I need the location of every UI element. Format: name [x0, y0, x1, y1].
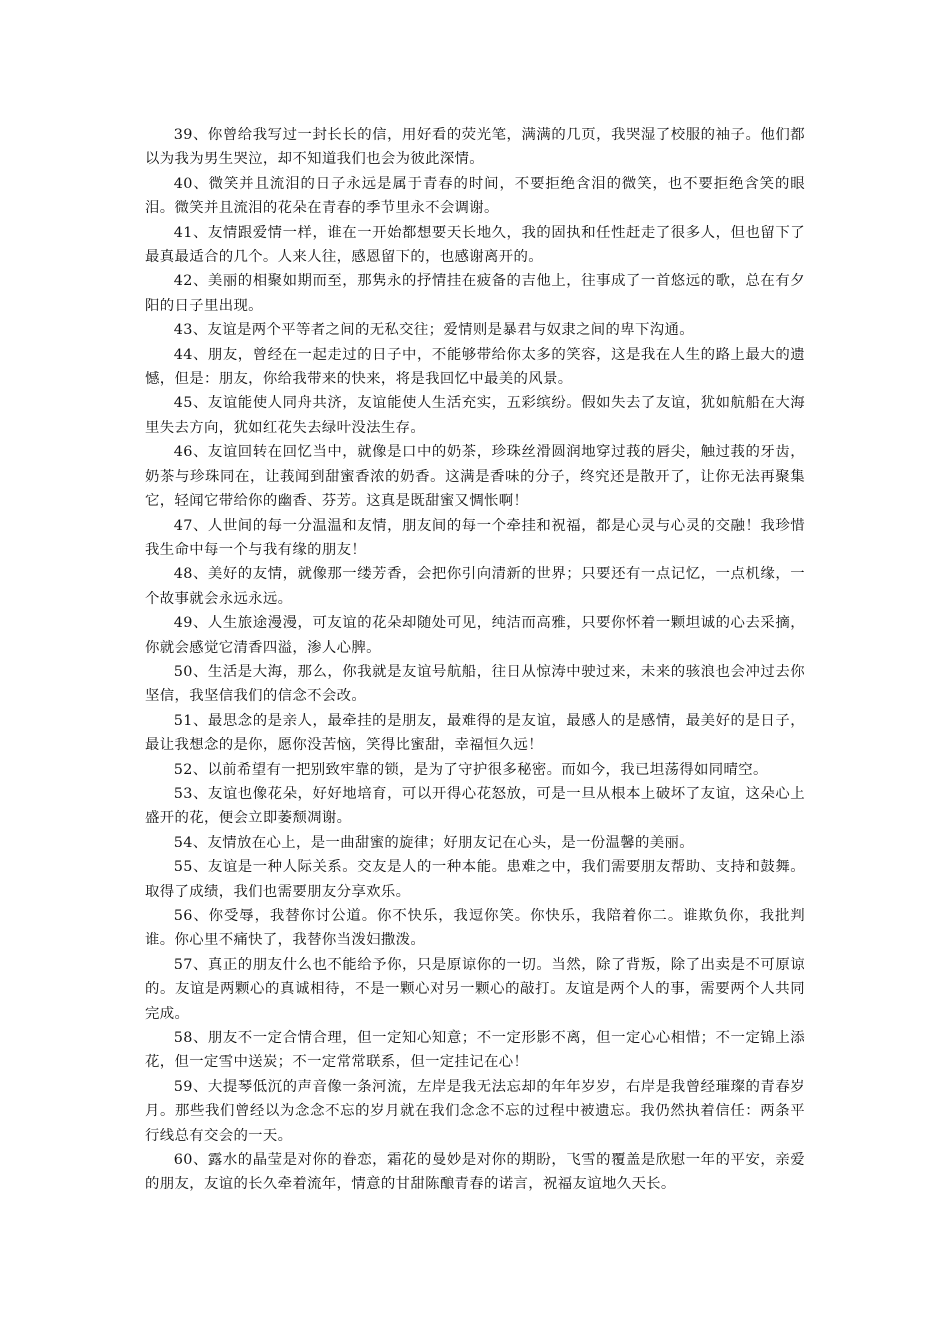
paragraph-43: 43、友谊是两个平等者之间的无私交往；爱情则是暴君与奴隶之间的卑下沟通。: [173, 322, 694, 339]
paragraph-42: 42、美丽的相聚如期而至，那隽永的抒情挂在疲备的吉他上，往事成了一首悠远的歌，总在有夕阳的日子里出现。: [145, 273, 805, 314]
paragraph-59: 59、大提琴低沉的声音像一条河流，左岸是我无法忘却的年年岁岁，右岸是我曾经璀璨的青春岁月。那些我们曾经以为念念不忘的岁月就在我们念念不忘的过程中被遗忘。我仍然执着信任：两条平行线总有交会的一天。: [145, 1078, 805, 1144]
paragraph-39: 39、你曾给我写过一封长长的信，用好看的荧光笔，满满的几页，我哭湿了校服的袖子。他们都以为我为男生哭泣，却不知道我们也会为彼此深情。: [145, 127, 805, 168]
document-body: [145, 123, 805, 1197]
paragraph-50: 50、生活是大海，那么，你我就是友谊号航船，往日从惊涛中驶过来，未来的骇浪也会冲过去你坚信，我坚信我们的信念不会改。: [145, 663, 805, 705]
paragraph-52: 52、以前希望有一把别致牢靠的锁，是为了守护很多秘密。而如今，我已坦荡得如同晴空。: [173, 761, 768, 778]
paragraph-57: 57、真正的朋友什么也不能给予你，只是原谅你的一切。当然，除了背叛，除了出卖是不可原谅的。友谊是两颗心的真诚相待，不是一颗心对另一颗心的敲打。友谊是两个人的事，需要两个人共同完成。: [145, 956, 805, 1022]
paragraph-54: 54、友情放在心上，是一曲甜蜜的旋律；好朋友记在心头，是一份温馨的美丽。: [173, 834, 694, 851]
paragraph-58: 58、朋友不一定合情合理，但一定知心知意；不一定形影不离，但一定心心相惜；不一定锦上添花，但一定雪中送炭；不一定常常联系，但一定挂记在心！: [145, 1030, 805, 1071]
paragraph-44: 44、朋友，曾经在一起走过的日子中，不能够带给你太多的笑容，这是我在人生的路上最大的遗憾，但是：朋友，你给我带来的快来，将是我回忆中最美的风景。: [145, 346, 805, 388]
paragraph-51: 51、最思念的是亲人，最牵挂的是朋友，最难得的是友谊，最感人的是感情，最美好的是日子，最让我想念的是你，愿你没苦恼，笑得比蜜甜，幸福恒久远！: [145, 712, 805, 754]
paragraph-46: 46、友谊回转在回忆当中，就像是口中的奶茶，珍珠丝滑圆润地穿过莪的唇尖，触过莪的牙齿，奶茶与珍珠同在，让莪闻到甜蜜香浓的奶香。这满是香味的分子，终究还是散开了，让你无法再聚集它，轻闻它带给你的幽香、芬芳。这真是既甜蜜又惆怅啊！: [145, 444, 805, 510]
paragraph-55: 55、友谊是一种人际关系。交友是人的一种本能。患难之中，我们需要朋友帮助、支持和鼓舞。取得了成绩，我们也需要朋友分享欢乐。: [145, 859, 805, 900]
paragraph-53: 53、友谊也像花朵，好好地培育，可以开得心花怒放，可是一旦从根本上破坏了友谊，这朵心上盛开的花，便会立即萎颓凋谢。: [145, 785, 805, 827]
paragraph-45: 45、友谊能使人同舟共济，友谊能使人生活充实，五彩缤纷。假如失去了友谊，犹如航船在大海里失去方向，犹如红花失去绿叶没法生存。: [145, 395, 805, 436]
paragraph-41: 41、友情跟爱情一样，谁在一开始都想要天长地久，我的固执和任性赶走了很多人，但也留下了最真最适合的几个。人来人往，感恩留下的，也感谢离开的。: [145, 224, 805, 266]
paragraph-60: 60、露水的晶莹是对你的眷恋，霜花的曼妙是对你的期盼，飞雪的覆盖是欣慰一年的平安，亲爱的朋友，友谊的长久牵着流年，情意的甘甜陈酿青春的诺言，祝福友谊地久天长。: [145, 1152, 805, 1193]
paragraph-56: 56、你受辱，我替你讨公道。你不快乐，我逗你笑。你快乐，我陪着你二。谁欺负你，我批判谁。你心里不痛快了，我替你当泼妇撒泼。: [145, 908, 805, 949]
paragraph-40: 40、微笑并且流泪的日子永远是属于青春的时间，不要拒绝含泪的微笑，也不要拒绝含笑的眼泪。微笑并且流泪的花朵在青春的季节里永不会调谢。: [145, 175, 805, 217]
paragraph-49: 49、人生旅途漫漫，可友谊的花朵却随处可见，纯洁而高雅，只要你怀着一颗坦诚的心去采摘，你就会感觉它清香四溢，渗人心脾。: [145, 615, 805, 656]
paragraph-48: 48、美好的友情，就像那一缕芳香，会把你引向清新的世界；只要还有一点记忆，一点机缘，一个故事就会永远永远。: [145, 566, 805, 607]
paragraph-47: 47、人世间的每一分温温和友情，朋友间的每一个牵挂和祝福，都是心灵与心灵的交融！我珍惜我生命中每一个与我有缘的朋友！: [145, 517, 805, 558]
